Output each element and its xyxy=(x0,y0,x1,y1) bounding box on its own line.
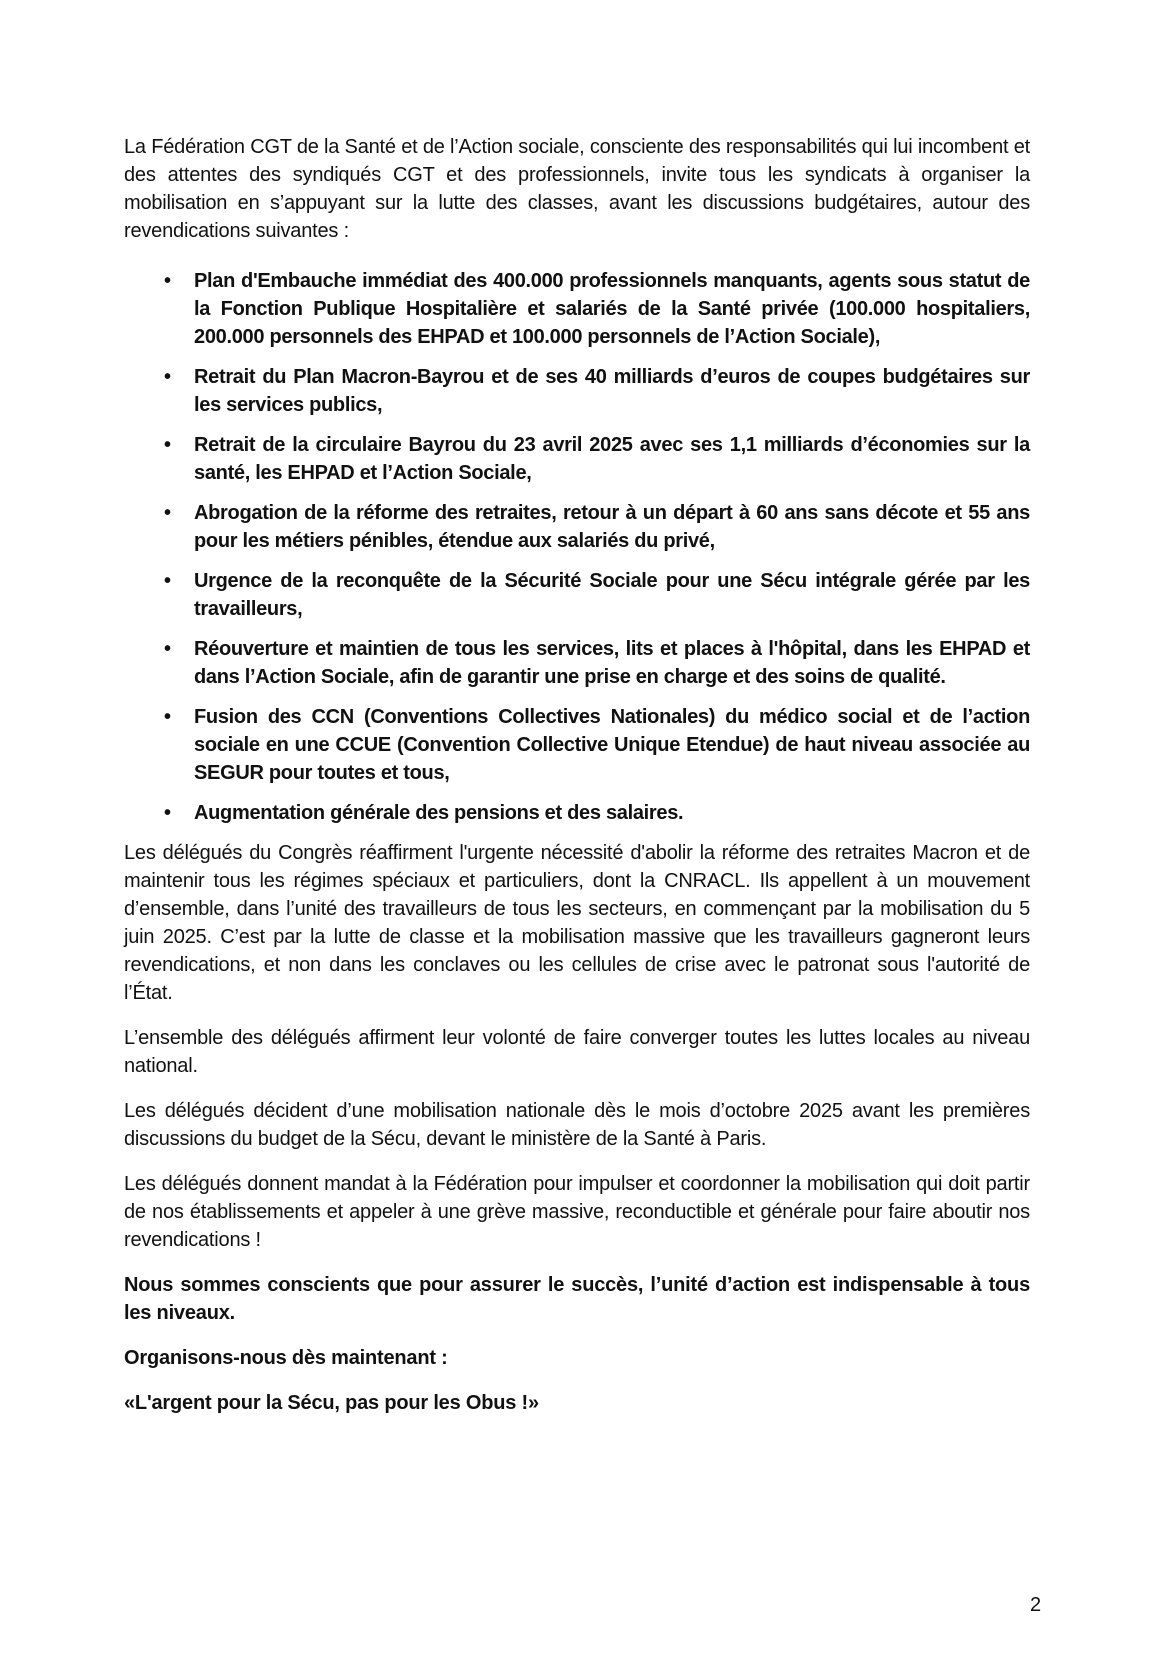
demand-item-retrait-plan: • Retrait du Plan Macron-Bayrou et de ses 40 milliards d’euros de coupes budgétaires sur les services publics, xyxy=(124,363,1030,419)
demand-item-retrait-circulaire: • Retrait de la circulaire Bayrou du 23 avril 2025 avec ses 1,1 milliards d’économies sur la santé, les EHPAD et l’Action Sociale, xyxy=(124,431,1030,487)
paragraph-mobilisation-octobre: Les délégués décident d’une mobilisation nationale dès le mois d’octobre 2025 avant les premières discussions du budget de la Sécu, devant le ministère de la Santé à Paris. xyxy=(124,1100,1030,1150)
paragraph-mandat-federation: Les délégués donnent mandat à la Fédération pour impulser et coordonner la mobilisation qui doit partir de nos établissements et appeler à une grève massive, reconductible et générale pour faire aboutir nos revendications ! xyxy=(124,1173,1030,1251)
demand-item-abrogation-retraites: • Abrogation de la réforme des retraites, retour à un départ à 60 ans sans décote et 55 ans pour les métiers pénibles, étendue aux salariés du privé, xyxy=(124,499,1030,555)
paragraph-organisons-nous: Organisons-nous dès maintenant : xyxy=(124,1347,448,1369)
demand-item-augmentation: • Augmentation générale des pensions et des salaires. xyxy=(124,799,1030,827)
paragraph-slogan: «L'argent pour la Sécu, pas pour les Obus !» xyxy=(124,1392,539,1414)
document-content xyxy=(124,133,1030,1434)
intro-paragraph: La Fédération CGT de la Santé et de l’Action sociale, consciente des responsabilités qui lui incombent et des attentes des syndiqués CGT et des professionnels, invite tous les syndicats à organiser la mobilisation en s’appuyant sur la lutte des classes, avant les discussions budgétaires, autour des revendications suivantes : xyxy=(124,136,1030,242)
demand-item-fusion-ccn: • Fusion des CCN (Conventions Collectives Nationales) du médico social et de l’action sociale en une CCUE (Convention Collective Unique Etendue) de haut niveau associée au SEGUR pour toutes et tous, xyxy=(124,703,1030,787)
paragraph-congres: Les délégués du Congrès réaffirment l'urgente nécessité d'abolir la réforme des retraites Macron et de maintenir tous les régimes spéciaux et particuliers, dont la CNRACL. Ils appellent à un mouvement d’ensemble, dans l’unité des travailleurs de tous les secteurs, en commençant par la mobilisation du 5 juin 2025. C’est par la lutte de classe et la mobilisation massive que les travailleurs gagneront leurs revendications, et non dans les conclaves ou les cellules de crise avec le patronat sous l'autorité de l’État. xyxy=(124,842,1030,1004)
demand-item-secu: • Urgence de la reconquête de la Sécurité Sociale pour une Sécu intégrale gérée par les travailleurs, xyxy=(124,567,1030,623)
demand-item-reouverture: • Réouverture et maintien de tous les services, lits et places à l'hôpital, dans les EHPAD et dans l’Action Sociale, afin de garantir une prise en charge et des soins de qualité. xyxy=(124,635,1030,691)
paragraph-convergence: L’ensemble des délégués affirment leur volonté de faire converger toutes les luttes locales au niveau national. xyxy=(124,1027,1030,1077)
page-number: 2 xyxy=(1030,1594,1042,1616)
paragraph-unite-action: Nous sommes conscients que pour assurer le succès, l’unité d’action est indispensable à tous les niveaux. xyxy=(124,1274,1030,1324)
demand-item-embauche: • Plan d'Embauche immédiat des 400.000 professionnels manquants, agents sous statut de la Fonction Publique Hospitalière et salariés de la Santé privée (100.000 hospitaliers, 200.000 personnels des EHPAD et 100.000 personnels de l’Action Sociale), xyxy=(124,267,1030,351)
demands-list xyxy=(124,267,1030,827)
